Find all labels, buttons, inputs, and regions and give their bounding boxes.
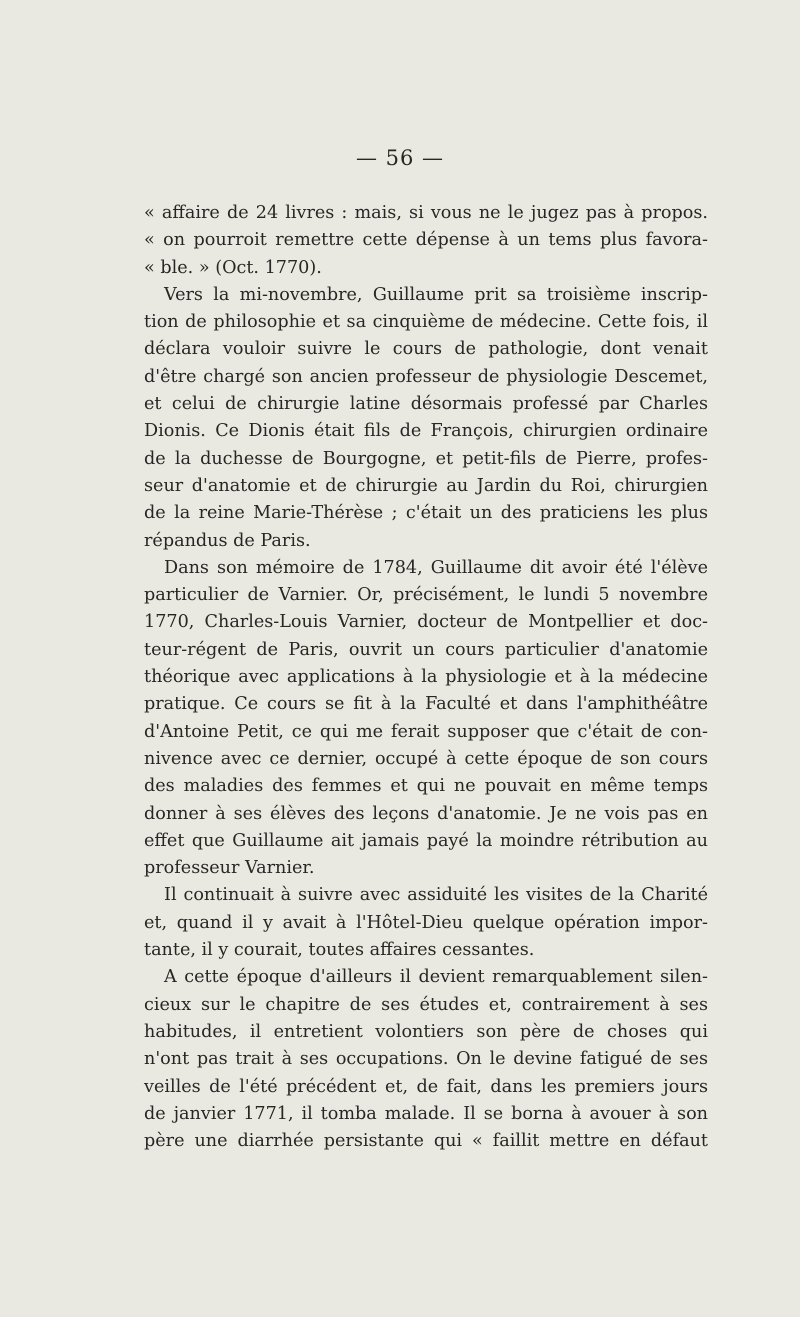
text-line: effet que Guillaume ait jamais payé la moindre rétribution au xyxy=(144,830,708,851)
text-line: père une diarrhée persistante qui « faillit mettre en défaut xyxy=(144,1131,708,1152)
text-line: A cette époque d'ailleurs il devient remarquablement silen- xyxy=(164,967,708,988)
text-line: particulier de Varnier. Or, précisément, le lundi 5 novembre xyxy=(144,585,708,606)
body-text xyxy=(144,200,708,1155)
text-line: cieux sur le chapitre de ses études et, contrairement à ses xyxy=(144,994,708,1015)
text-line: tion de philosophie et sa cinquième de médecine. Cette fois, il xyxy=(144,312,708,333)
text-line: teur-régent de Paris, ouvrit un cours particulier d'anatomie xyxy=(144,639,708,660)
text-line: nivence avec ce dernier, occupé à cette époque de son cours xyxy=(144,748,708,769)
text-line: « affaire de 24 livres : mais, si vous ne le jugez pas à propos. xyxy=(144,203,708,223)
text-line: déclara vouloir suivre le cours de pathologie, dont venait xyxy=(144,339,708,360)
text-line: d'Antoine Petit, ce qui me ferait supposer que c'était de con- xyxy=(144,721,708,742)
text-line: n'ont pas trait à ses occupations. On le devine fatigué de ses xyxy=(144,1049,708,1070)
text-line: théorique avec applications à la physiologie et à la médecine xyxy=(144,667,708,688)
text-line: de la reine Marie-Thérèse ; c'était un des praticiens les plus xyxy=(144,503,708,524)
text-line: répandus de Paris. xyxy=(144,530,311,551)
page-number: — 56 — xyxy=(355,146,445,170)
text-line: d'être chargé son ancien professeur de physiologie Descemet, xyxy=(144,366,708,387)
text-line: de janvier 1771, il tomba malade. Il se borna à avouer à son xyxy=(144,1103,708,1124)
text-line: Vers la mi-novembre, Guillaume prit sa troisième inscrip- xyxy=(164,284,708,305)
text-line: professeur Varnier. xyxy=(144,858,315,879)
text-line: Dionis. Ce Dionis était fils de François, chirurgien ordinaire xyxy=(144,421,708,442)
text-line: des maladies des femmes et qui ne pouvait en même temps xyxy=(144,776,708,797)
text-line: « ble. » (Oct. 1770). xyxy=(144,257,322,278)
text-line: 1770, Charles-Louis Varnier, docteur de Montpellier et doc- xyxy=(144,612,708,633)
text-line: Dans son mémoire de 1784, Guillaume dit avoir été l'élève xyxy=(164,557,708,578)
text-line: pratique. Ce cours se fit à la Faculté et dans l'amphithéâtre xyxy=(144,694,708,715)
text-line: et, quand il y avait à l'Hôtel-Dieu quelque opération impor- xyxy=(144,912,708,933)
text-line: tante, il y courait, toutes affaires cessantes. xyxy=(144,940,535,961)
text-line: Il continuait à suivre avec assiduité les visites de la Charité xyxy=(164,885,708,906)
text-line: de la duchesse de Bourgogne, et petit-fils de Pierre, profes- xyxy=(144,448,708,469)
text-line: et celui de chirurgie latine désormais professé par Charles xyxy=(144,394,708,415)
text-line: veilles de l'été précédent et, de fait, dans les premiers jours xyxy=(144,1076,708,1097)
text-line: donner à ses élèves des leçons d'anatomie. Je ne vois pas en xyxy=(144,803,708,824)
text-line: habitudes, il entretient volontiers son père de choses qui xyxy=(144,1021,708,1042)
text-line: « on pourroit remettre cette dépense à un tems plus favora- xyxy=(144,230,708,251)
text-line: seur d'anatomie et de chirurgie au Jardin du Roi, chirurgien xyxy=(144,475,708,496)
